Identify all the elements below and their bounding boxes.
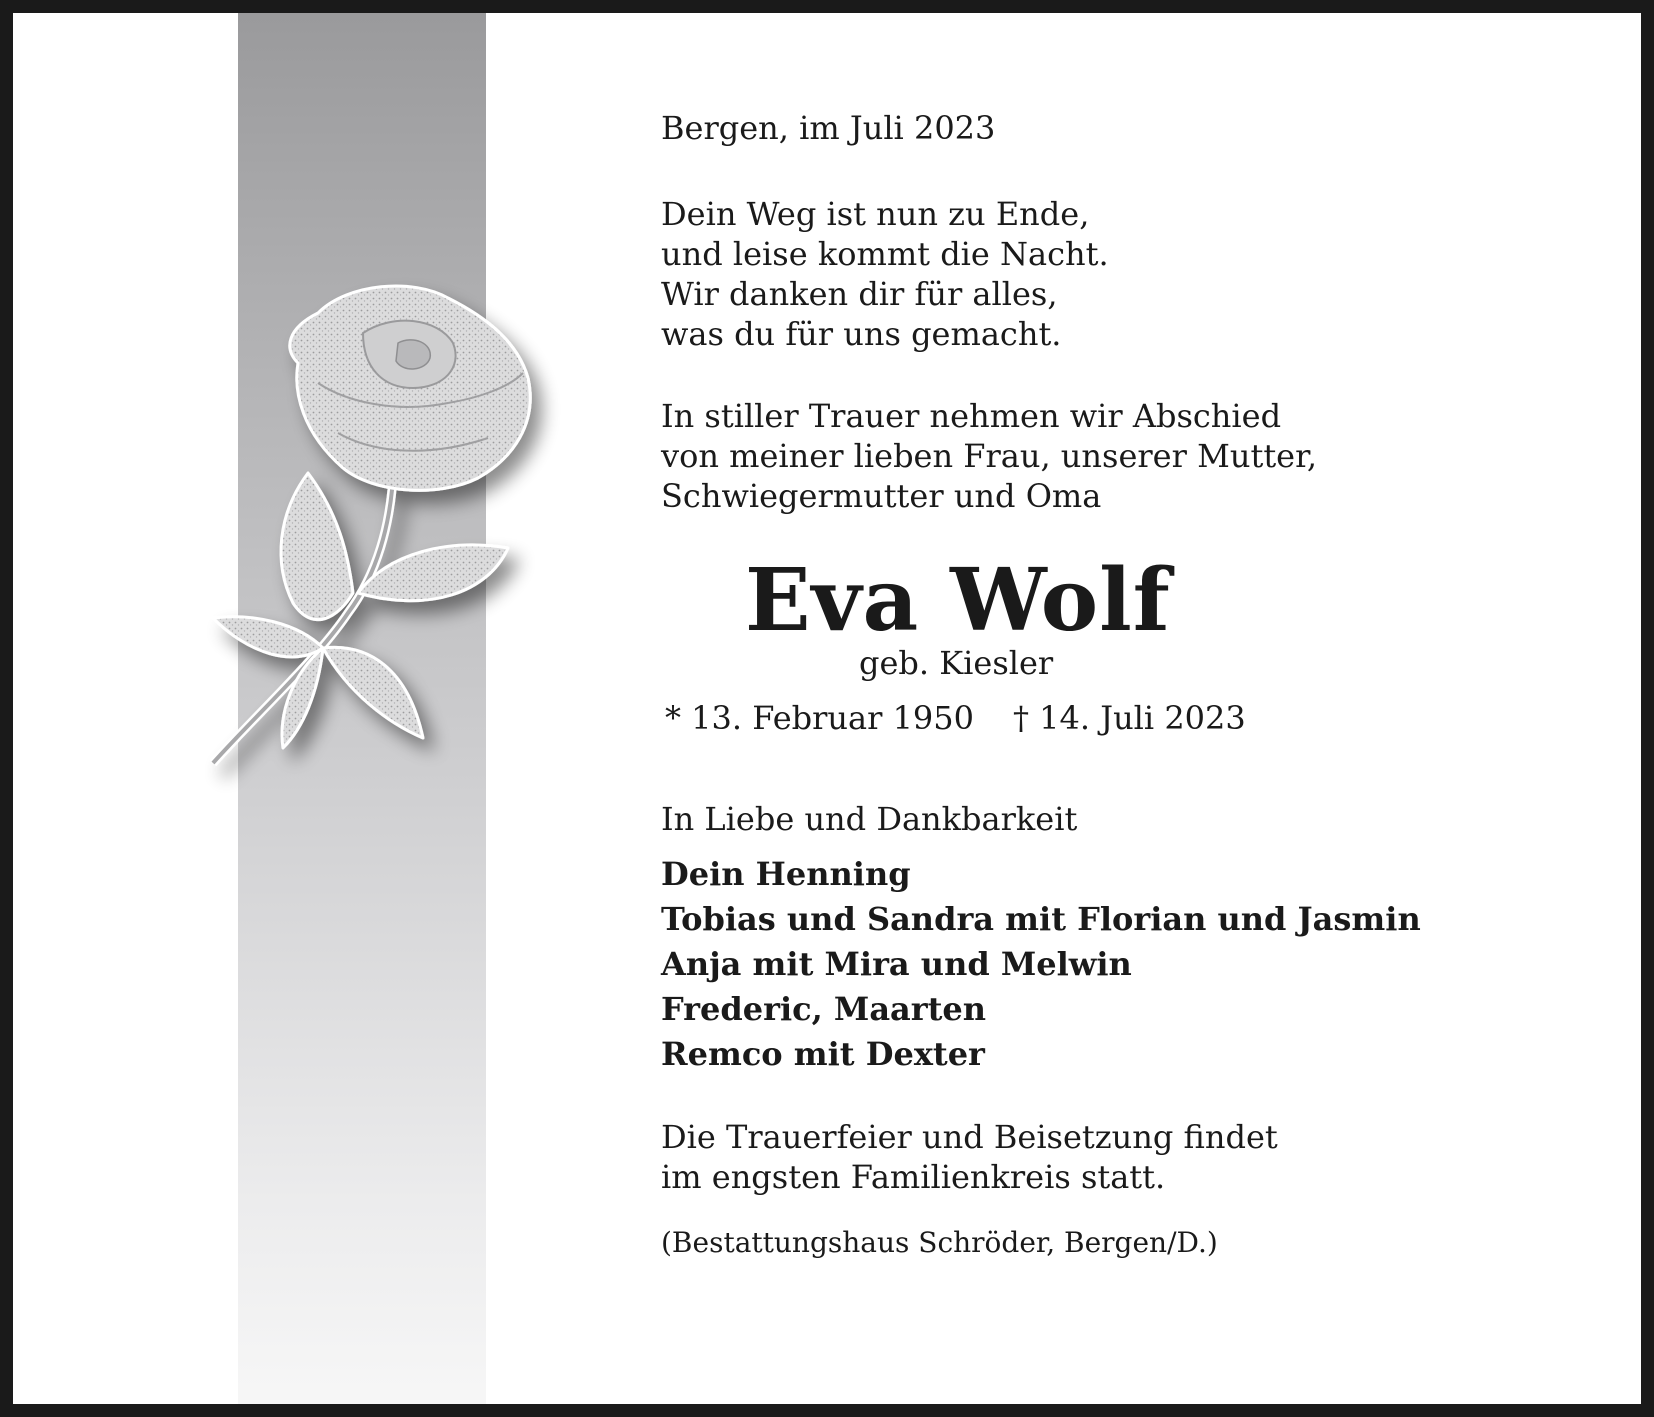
mourner-2: Tobias und Sandra mit Florian und Jasmin [661,900,1421,938]
deceased-name: Eva Wolf [745,550,1171,651]
verse-line-2: und leise kommt die Nacht. [661,235,1109,273]
intro-line-2: von meiner lieben Frau, unserer Mutter, [661,437,1318,475]
ceremony-line-1: Die Trauerfeier und Beisetzung findet [661,1118,1278,1156]
mourner-5: Remco mit Dexter [661,1035,985,1073]
death-date: † 14. Juli 2023 [1013,699,1246,737]
mourner-4: Frederic, Maarten [661,990,987,1028]
rose-icon [198,273,578,833]
maiden-name: geb. Kiesler [859,644,1054,682]
funeral-home: (Bestattungshaus Schröder, Bergen/D.) [661,1226,1218,1259]
ceremony-line-2: im engsten Familienkreis statt. [661,1158,1166,1196]
verse-line-3: Wir danken dir für alles, [661,275,1058,313]
verse-line-1: Dein Weg ist nun zu Ende, [661,195,1090,233]
intro-line-1: In stiller Trauer nehmen wir Abschied [661,397,1282,435]
mourner-1: Dein Henning [661,855,911,893]
verse-line-4: was du für uns gemacht. [661,315,1062,353]
intro-line-3: Schwiegermutter und Oma [661,477,1102,515]
closing-line: In Liebe und Dankbarkeit [661,800,1078,838]
birth-date: * 13. Februar 1950 [665,699,974,737]
place-date: Bergen, im Juli 2023 [661,109,996,147]
mourner-3: Anja mit Mira und Melwin [661,945,1132,983]
